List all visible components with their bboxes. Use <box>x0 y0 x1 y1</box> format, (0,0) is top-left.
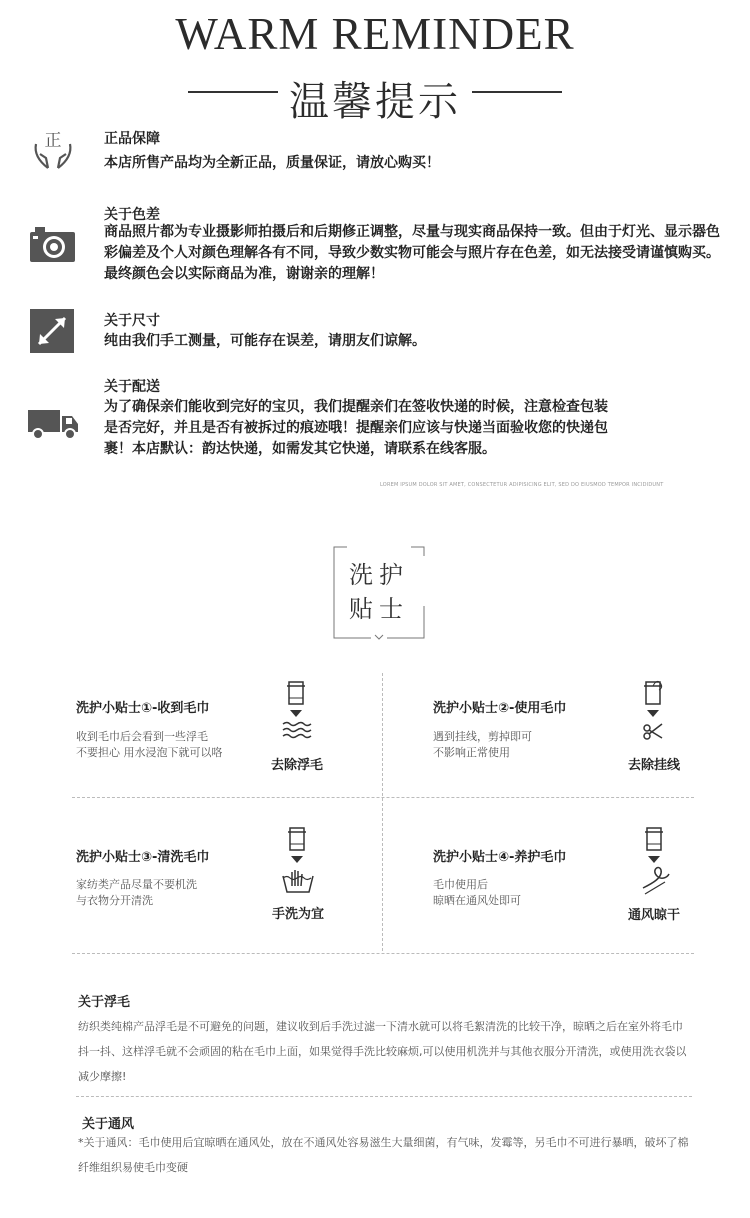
tip-title: 洗护小贴士④-养护毛巾 <box>433 850 567 865</box>
reminder-title: 关于配送 <box>104 379 160 395</box>
grid-horizontal-divider <box>72 797 694 798</box>
tip-title: 洗护小贴士③-清洗毛巾 <box>76 850 210 865</box>
tip-desc: 毛巾使用后 <box>433 878 488 891</box>
badge-line2: 贴士 <box>349 595 409 623</box>
delivery-truck-icon <box>26 400 80 450</box>
about-fluff-title: 关于浮毛 <box>78 995 131 1010</box>
tip-caption: 去除挂线 <box>627 758 680 773</box>
reminder-text: 商品照片都为专业摄影师拍摄后和后期修正调整，尽量与现实商品保持一致。但由于灯光、显示器色彩偏差及个人对颜色理解各有不同，导致少数实物可能会与照片存在色差，如无法接受请谨慎购买。最终颜色会以实际商品为准，谢谢亲的理解！ <box>104 224 720 282</box>
reminder-text: 本店所售产品均为全新正品，质量保证，请放心购买！ <box>104 155 440 171</box>
tip-desc: 与衣物分开清洗 <box>76 894 153 907</box>
towel-water-icon <box>279 680 315 742</box>
reminder-text: 为了确保亲们能收到完好的宝贝，我们提醒亲们在签收快递的时候，注意检查包装是否完好，并且是否有被拆过的痕迹哦！提醒亲们应该与快递当面验收您的快递包裹！本店默认：韵达快递，如需发其它快递，请联系在线客服。 <box>104 399 608 457</box>
tip-caption: 去除浮毛 <box>270 758 323 773</box>
grid-bottom-divider <box>72 953 694 954</box>
divider-right <box>472 91 562 93</box>
tip-desc: 不要担心 用水浸泡下就可以咯 <box>76 746 223 759</box>
reminder-title: 关于色差 <box>104 207 160 223</box>
reminder-text: 纯由我们手工测量，可能存在误差，请朋友们谅解。 <box>104 333 426 349</box>
svg-text:正: 正 <box>44 131 62 151</box>
about-fluff-text: 纺织类纯棉产品浮毛是不可避免的问题，建议收到后手洗过滤一下清水就可以将毛絮清洗的比较干净，晾晒之后在室外将毛巾抖一抖、这样浮毛就不会顽固的粘在毛巾上面，如果觉得手洗比较麻烦,可以使用机洗并与其他衣服分开清洗，或使用洗衣袋以减少摩擦! <box>78 1020 687 1083</box>
title-cn: 温馨提示 <box>289 79 461 125</box>
lorem-caption: LOREM IPSUM DOLOR SIT AMET, CONSECTETUR ADIPISICING ELIT, SED DO EIUSMOD TEMPOR INCIDIDUNT <box>380 482 664 488</box>
about-ventilation-title: 关于通风 <box>82 1117 135 1132</box>
badge-line1: 洗护 <box>349 561 409 589</box>
about-ventilation-text: *关于通风：毛巾使用后宜晾晒在通风处，放在不通风处容易滋生大量细菌，有气味，发霉等，另毛巾不可进行暴晒，破坏了棉纤维组织易使毛巾变硬 <box>78 1136 689 1174</box>
zheng-hands-icon <box>28 124 78 174</box>
towel-scissors-icon <box>636 678 672 744</box>
tip-desc: 家纺类产品尽量不要机洗 <box>76 878 197 891</box>
tip-desc: 不影响正常使用 <box>433 746 510 759</box>
tip-title: 洗护小贴士②-使用毛巾 <box>433 701 567 716</box>
section-divider <box>76 1096 692 1097</box>
tip-caption: 通风晾干 <box>627 908 680 923</box>
tip-desc: 遇到挂线，剪掉即可 <box>433 730 532 743</box>
reminder-title: 正品保障 <box>104 131 160 147</box>
tip-desc: 收到毛巾后会看到一些浮毛 <box>76 730 208 743</box>
towel-handwash-icon <box>280 826 316 896</box>
tip-title: 洗护小贴士①-收到毛巾 <box>76 701 210 716</box>
tip-caption: 手洗为宜 <box>271 907 324 922</box>
title-en: WARM REMINDER <box>175 9 575 59</box>
care-tips-badge <box>333 546 425 642</box>
tip-desc: 晾晒在通风处即可 <box>433 894 521 907</box>
grid-vertical-divider <box>382 673 383 951</box>
reminder-title: 关于尺寸 <box>104 313 160 329</box>
camera-icon <box>28 222 78 272</box>
resize-arrow-icon <box>28 306 78 356</box>
towel-breeze-icon <box>637 826 673 898</box>
